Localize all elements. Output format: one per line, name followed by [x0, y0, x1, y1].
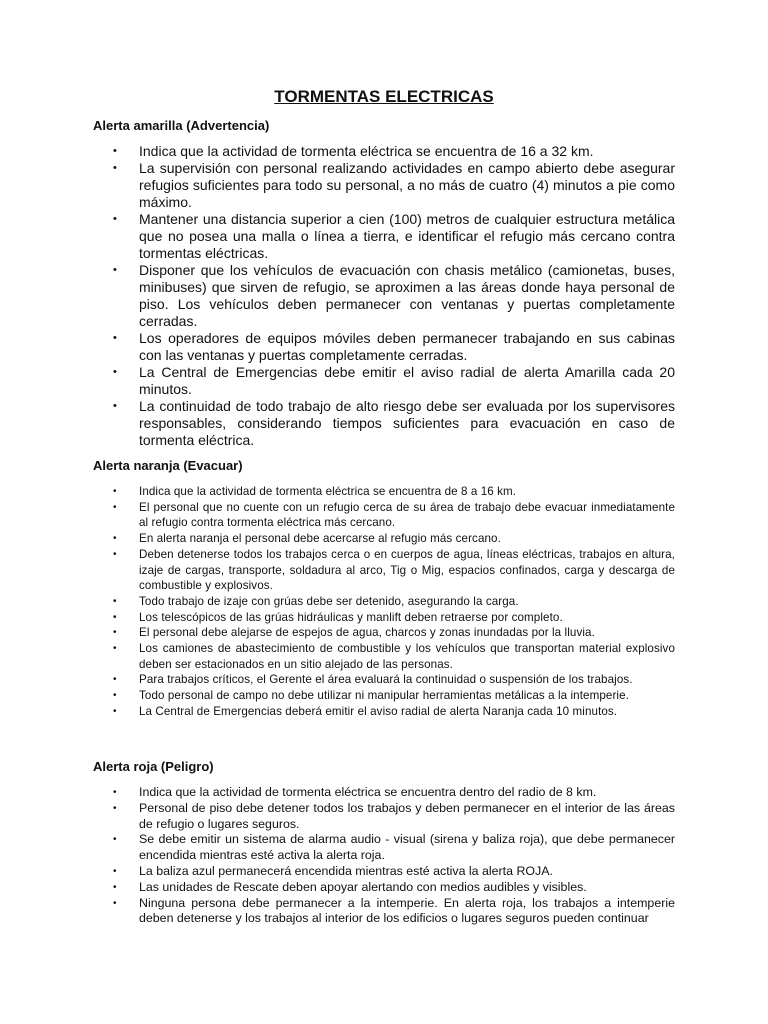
list-item: • La Central de Emergencias deberá emitir el aviso radial de alerta Naranja cada 10 minutos. [113, 704, 618, 718]
bullet-icon: • [113, 881, 117, 893]
bullet-icon: • [113, 501, 117, 513]
section-heading-amarilla: Alerta amarilla (Advertencia) [93, 118, 270, 133]
bullet-icon: • [113, 611, 117, 623]
list-item: • Los camiones de abastecimiento de combustible y los vehículos que transportan material explosivo deben ser estacionados en un sitio alejado de las personas. [113, 642, 675, 671]
list-item: • Las unidades de Rescate deben apoyar alertando con medios audibles y visibles. [113, 879, 587, 894]
section-heading-roja: Alerta roja (Peligro) [93, 759, 214, 774]
section-list-amarilla [0, 143, 675, 449]
bullet-icon: • [113, 834, 117, 846]
section-list-naranja [0, 484, 675, 720]
bullet-icon: • [113, 802, 117, 814]
bullet-icon: • [113, 897, 117, 909]
bullet-icon: • [113, 533, 117, 545]
list-item: • Los operadores de equipos móviles deben permanecer trabajando en sus cabinas con las ventanas y puertas completamente cerradas. [113, 330, 675, 363]
list-item: • Ninguna persona debe permanecer a la intemperie. En alerta roja, los trabajos a intemperie deben detenerse y los trabajos al interior de los edificios o lugares seguros pueden continuar [113, 895, 675, 926]
bullet-icon: • [113, 400, 117, 412]
bullet-icon: • [113, 865, 117, 877]
bullet-icon: • [113, 213, 117, 225]
list-item: • Indica que la actividad de tormenta eléctrica se encuentra de 16 a 32 km. [113, 143, 594, 159]
list-item: • La supervisión con personal realizando actividades en campo abierto debe asegurar refugios suficientes para todo su personal, a no más de cuatro (4) minutos a pie como máximo. [113, 160, 675, 210]
list-item: • La baliza azul permanecerá encendida mientras esté activa la alerta ROJA. [113, 863, 553, 878]
list-item: • En alerta naranja el personal debe acercarse al refugio más cercano. [113, 532, 501, 546]
list-item: • El personal que no cuente con un refugio cerca de su área de trabajo debe evacuar inmediatamente al refugio contra tormenta eléctrica más cercano. [113, 500, 675, 530]
bullet-icon: • [113, 690, 117, 702]
bullet-icon: • [113, 486, 117, 497]
bullet-icon: • [113, 332, 117, 344]
section-list-roja [0, 785, 675, 927]
bullet-icon: • [113, 145, 117, 157]
bullet-icon: • [113, 643, 117, 655]
list-item: • Indica que la actividad de tormenta eléctrica se encuentra dentro del radio de 8 km. [113, 785, 597, 799]
bullet-icon: • [113, 595, 117, 607]
section-heading-naranja: Alerta naranja (Evacuar) [93, 458, 243, 473]
list-item: • Indica que la actividad de tormenta eléctrica se encuentra de 8 a 16 km. [113, 485, 517, 498]
bullet-icon: • [113, 162, 117, 174]
bullet-icon: • [113, 705, 117, 717]
bullet-icon: • [113, 674, 117, 686]
list-item: • La Central de Emergencias debe emitir el aviso radial de alerta Amarilla cada 20 minutos. [113, 364, 675, 397]
list-item: • El personal debe alejarse de espejos de agua, charcos y zonas inundadas por la lluvia. [113, 626, 595, 640]
list-item: • La continuidad de todo trabajo de alto riesgo debe ser evaluada por los supervisores responsables, considerando tiempos suficientes para evacuación en caso de tormenta eléctrica. [113, 398, 675, 448]
bullet-icon: • [113, 787, 117, 798]
bullet-icon: • [113, 366, 117, 378]
document-title: TORMENTAS ELECTRICAS [274, 87, 494, 106]
list-item: • Deben detenerse todos los trabajos cerca o en cuerpos de agua, líneas eléctricas, trabajos en altura, izaje de cargas, transporte, soldadura al arco, Tig o Mig, espacios confinados, carga y descarga de combustible y explosivos. [113, 547, 675, 593]
list-item: • Todo personal de campo no debe utilizar ni manipular herramientas metálicas a la intemperie. [113, 689, 629, 703]
list-item: • Se debe emitir un sistema de alarma audio - visual (sirena y baliza roja), que debe permanecer encendida mientras esté activa la alerta roja. [113, 832, 675, 863]
list-item: • Para trabajos críticos, el Gerente el área evaluará la continuidad o suspensión de los trabajos. [113, 673, 633, 687]
list-item: • Disponer que los vehículos de evacuación con chasis metálico (camionetas, buses, minibuses) que sirven de refugio, se aproximen a las áreas donde haya personal de piso. Los vehículos deben permanecer con ventanas y puertas completamente cerradas. [113, 262, 675, 329]
list-item: • Los telescópicos de las grúas hidráulicas y manlift deben retraerse por completo. [113, 610, 563, 624]
list-item: • Todo trabajo de izaje con grúas debe ser detenido, asegurando la carga. [113, 594, 519, 608]
list-item: • Personal de piso debe detener todos los trabajos y deben permanecer en el interior de las áreas de refugio o lugares seguros. [113, 800, 675, 831]
list-item: • Mantener una distancia superior a cien (100) metros de cualquier estructura metálica que no posea una malla o línea a tierra, e identificar el refugio más cercano contra tormentas eléctricas. [113, 211, 675, 261]
bullet-icon: • [113, 264, 117, 276]
bullet-icon: • [113, 548, 117, 560]
bullet-icon: • [113, 627, 117, 639]
